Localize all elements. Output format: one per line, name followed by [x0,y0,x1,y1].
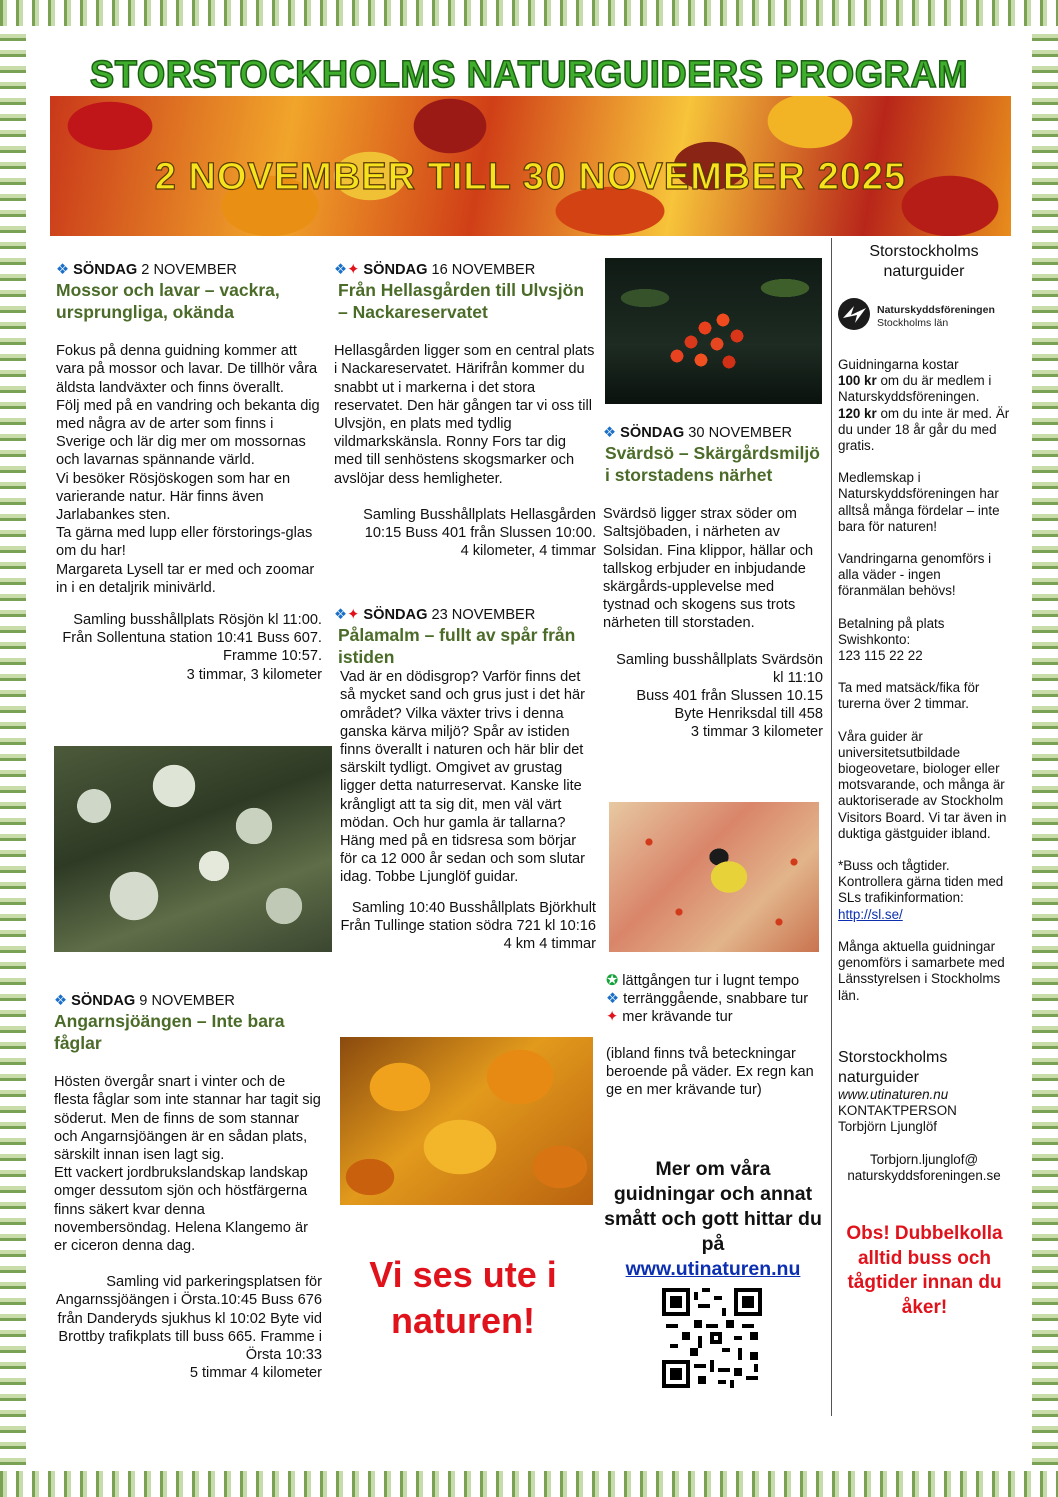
event-date: 30 NOVEMBER [688,425,793,441]
event-title: Pålamalm – fullt av spår från istiden [338,625,576,668]
maple-leaves-photo [340,1037,593,1205]
event-dayhead [334,606,596,624]
event-16-november [334,261,596,560]
price-other: 120 kr [838,405,877,421]
terrain-symbol-icon: ❖ [606,991,620,1008]
event-description: Svärdsö ligger strax söder om Saltsjöbaden, i närheten av Solsidan. Fina klippor, hällar och tallskog erbjuder en inbjudande skärgårds-upplevelse med tystnad och skogens sus trots närheten till storstaden. [603,506,814,632]
date-range-banner: 2 NOVEMBER TILL 30 NOVEMBER 2025 [154,156,907,198]
event-day: SÖNDAG [363,607,428,623]
price-member-text: om du är medlem i Naturskyddsföreningen. [838,373,992,405]
sidebar-divider [831,238,832,1416]
bird-logo-icon [837,296,873,332]
event-23-november [334,606,596,953]
event-dayhead [54,992,322,1010]
sidebar-org-title: Storstockholms naturguider [869,243,979,280]
terrain-symbol-icon: ❖ [334,607,348,623]
terrain-symbol-icon: ❖ [334,262,348,278]
event-meeting-info: Samling busshållplats Rösjön kl 11:00. Från Sollentuna station 10:41 Buss 607. Framme 10:57. 3 timmar, 3 kilometer [62,612,322,683]
food-info: Ta med matsäck/fika för turerna över 2 timmar. [838,680,980,712]
event-title: Angarnsjöängen – Inte bara fåglar [54,1011,285,1054]
utinaturen-link[interactable]: www.utinaturen.nu [625,1258,801,1280]
moss-lichen-photo [54,746,332,952]
payment-info: Betalning på plats Swishkonto: 123 115 22 22 [838,615,945,664]
contact-block [838,1048,1010,1184]
terrain-symbol-icon: ❖ [54,993,68,1009]
event-date: 9 NOVEMBER [139,993,235,1009]
contact-name: Torbjörn Ljunglöf [838,1119,938,1135]
price-other-text: om du inte är med. Är du under 18 år går du med gratis. [838,405,1010,454]
qr-code[interactable] [662,1288,762,1388]
event-title: Från Hellasgården till Ulvsjön – Nackareservatet [338,280,585,323]
more-info-block [604,1157,822,1282]
easy-symbol-icon: ✪ [606,973,619,989]
event-9-november [54,992,322,1382]
more-info-text: Mer om våra guidningar och annat smått och gott hittar du på [604,1158,822,1255]
terrain-symbol-icon: ❖ [603,425,617,441]
legend-easy [606,972,818,990]
event-dayhead [334,261,596,279]
event-dayhead [56,261,322,279]
event-meeting-info: Samling busshållplats Svärdsön kl 11:10 Buss 401 från Slussen 10.15 Byte Henriksdal till 458 3 timmar 3 kilometer [616,651,823,741]
legend-terrain [606,990,818,1008]
membership-info: Medlemskap i Naturskyddsföreningen har alltså många fördelar – inte bara för naturen! [838,470,1000,534]
terrain-symbol-icon: ❖ [56,262,70,278]
event-dayhead [603,424,823,442]
price-member: 100 kr [838,373,877,389]
rowan-berries-photo [605,258,822,404]
event-30-november [603,424,823,742]
event-description: Hösten övergår snart i vinter och de flesta fåglar som inte stannar har tagit sig söderut. Men de finns de som stannar och Angarnsjöängen är en sådan plats, särskilt innan isen lagt sig. Ett vackert jordbrukslandskap landskap omger dessutom sjön och höstfärgerna finns säkert kvar denna novembersöndag. Helena Klangemo är er ciceron denna dag. [54,1074,321,1255]
partners-info: Många aktuella guidningar genomförs i samarbete med Länsstyrelsen i Stockholms län. [838,938,1005,1003]
event-date: 2 NOVEMBER [141,262,237,278]
event-meeting-info: Samling Busshållplats Hellasgården 10:15 Buss 401 från Slussen 10:00. 4 kilometer, 4 timmar [363,506,596,560]
event-day: SÖNDAG [73,262,138,278]
event-meeting-info: Samling 10:40 Busshållplats Björkhult Från Tullinge station södra 721 kl 10:16 4 km 4 timmar [340,899,596,953]
great-tit-bird-photo [609,802,819,952]
legend-hard [606,1008,818,1026]
event-date: 23 NOVEMBER [431,607,536,623]
hard-symbol-icon: ✦ [347,262,360,278]
event-title: Svärdsö – Skärgårdsmiljö i storstadens närhet [605,443,820,486]
sl-link[interactable]: http://sl.se/ [838,906,903,922]
weather-info: Vandringarna genomförs i alla väder - ingen föranmälan behövs! [838,551,992,599]
contact-web: www.utinaturen.nu [838,1087,949,1102]
autumn-leaves-banner [50,96,1011,236]
warning-message: Obs! Dubbelkolla alltid buss och tågtider innan du åker! [846,1223,1003,1318]
transit-info: *Buss och tågtider. Kontrollera gärna tiden med SLs trafikinformation: [838,858,1004,906]
contact-org: Storstockholms naturguider [838,1049,948,1086]
guides-info: Våra guider är universitetsutbildade biogeovetare, biologer eller motsvarande, och många är auktoriserade av Stockholm Visitors Board. Vi tar även in duktiga gästguider ibland. [838,728,1007,841]
price-info [838,357,1010,454]
event-title: Mossor och lavar – vackra, ursprungliga, okända [56,280,280,323]
event-description: Hellasgården ligger som en central plats i Nackareservatet. Härifrån kommer du snabbt ut i markerna i det stora reservatet. Den här gången tar vi oss till Ulvsjön, en plats med tydlig vildmarkskänsla. Ronny Fors tar dig med till senhöstens skogsmarker och avslöjar dess hemligheter. [334,343,595,487]
legend-terrain-text: terränggående, snabbare tur [623,991,809,1008]
naturskyddsforeningen-logo [837,296,1007,332]
page-title: STORSTOCKHOLMS NATURGUIDERS PROGRAM [89,54,969,96]
legend-hard-text: mer krävande tur [622,1009,733,1026]
event-2-november [56,261,322,684]
contact-label: KONTAKTPERSON [838,1103,957,1119]
farewell-message: Vi ses ute i naturen! [369,1254,557,1341]
price-intro: Guidningarna kostar [838,357,959,372]
logo-name: Naturskyddsföreningen [877,304,995,316]
event-day: SÖNDAG [71,993,136,1009]
event-meeting-info: Samling vid parkeringsplatsen för Angarnssjöängen i Örsta.10:45 Buss 676 från Danderyds sjukhus kl 10:02 Byte vid Brottby trafikplats till buss 665. Framme i Örsta 10:33 5 timmar 4 kilometer [55,1274,322,1382]
hard-symbol-icon: ✦ [606,1009,619,1026]
logo-subtitle: Stockholms län [877,317,949,329]
difficulty-legend [606,972,818,1099]
contact-email[interactable]: Torbjorn.ljunglof@ naturskyddsforeningen.se [847,1151,1001,1183]
sidebar-info [838,357,1010,1004]
event-date: 16 NOVEMBER [431,262,536,278]
event-day: SÖNDAG [363,262,428,278]
event-description: Fokus på denna guidning kommer att vara på mossor och lavar. De tillhör våra äldsta landväxter och finns överallt. Följ med på en vandring och bekanta dig med några av de arter som finns i Sverige och lär dig mer om mossornas och lavarnas spännande värld. Vi besöker Rösjöskogen som har en varierande natur. Här finns även Jarlabankes sten. Ta gärna med lupp eller förstorings-glas om du har! Margareta Lysell tar er med och zoomar in i en detaljrik minivärld. [56,343,320,596]
event-day: SÖNDAG [620,425,685,441]
legend-note: (ibland finns två beteckningar beroende på väder. Ex regn kan ge en mer krävande tur) [606,1045,814,1099]
event-description: Vad är en dödisgrop? Varför finns det så mycket sand och grus just i det här området? Vilka växter trivs i denna ganska kärva miljö? Spår av istiden finns överallt i naturen och här blir det särskilt tydligt. Omgivet av grustag ligger detta naturreservat. Kanske lite krångligt att ta sig dit, men väl värt mödan. Och hur gamla är tallarna? Häng med på en tidsresa som börjar för ca 12 000 år sedan och som slutar idag. Tobbe Ljunglöf guidar. [340,669,585,886]
legend-easy-text: lättgången tur i lugnt tempo [622,973,800,989]
hard-symbol-icon: ✦ [347,607,360,623]
